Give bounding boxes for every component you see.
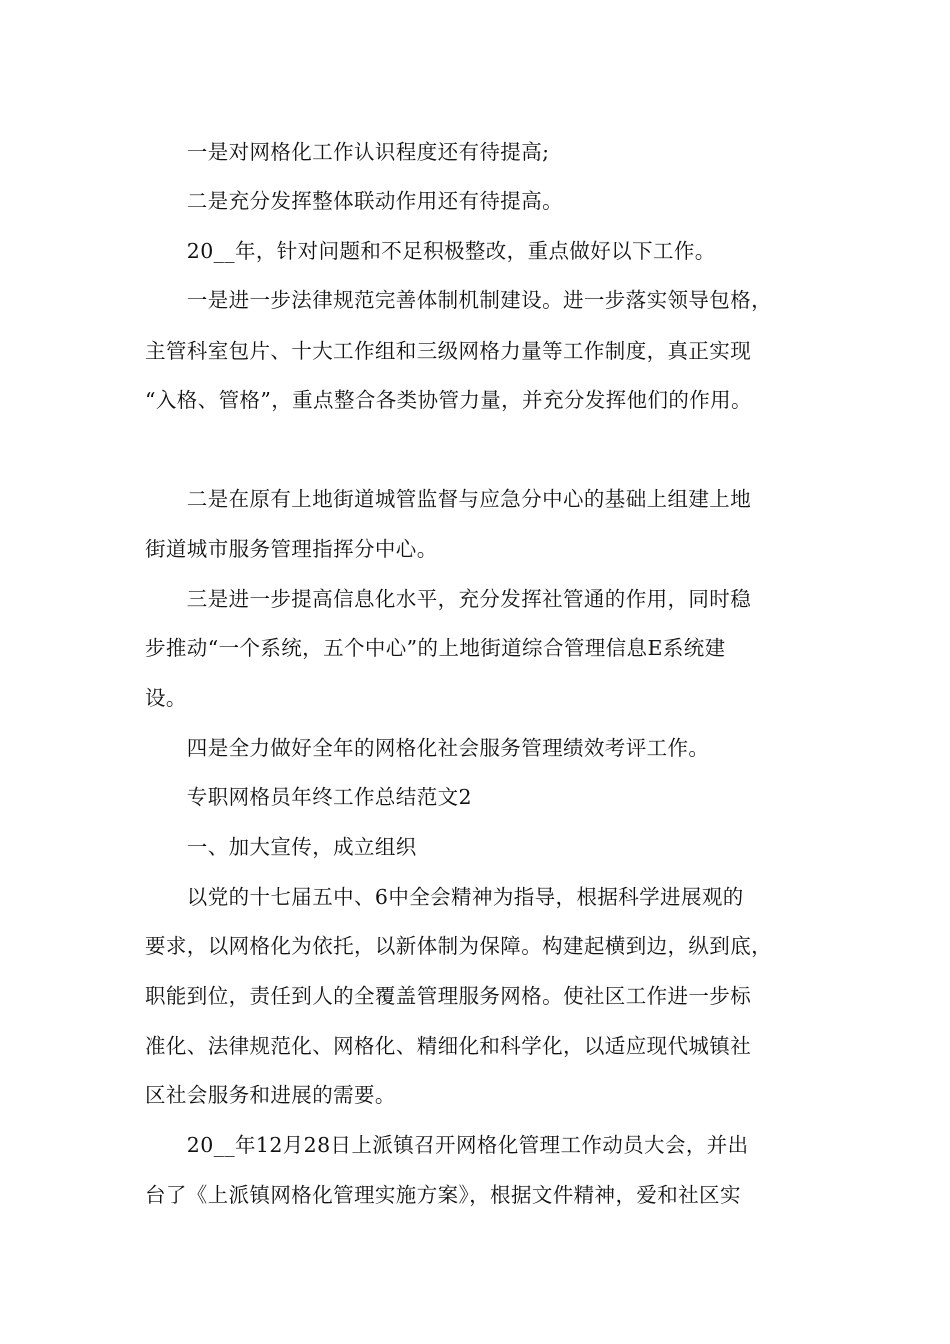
- text-line: “入格、管格”，重点整合各类协管力量，并充分发挥他们的作用。: [145, 388, 752, 412]
- text-line: 台了《上派镇网格化管理实施方案》，根据文件精神，爱和社区实: [145, 1183, 741, 1207]
- text-line: 准化、法律规范化、网格化、精细化和科学化，以适应现代城镇社: [145, 1034, 752, 1058]
- text-line: 一是对网格化工作认识程度还有待提高;: [145, 140, 550, 164]
- text-line: 二是充分发挥整体联动作用还有待提高。: [145, 189, 563, 213]
- text-line: 要求，以网格化为依托，以新体制为保障。构建起横到边，纵到底，: [145, 934, 772, 958]
- text-line: 四是全力做好全年的网格化社会服务管理绩效考评工作。: [145, 736, 710, 760]
- text-line: 设。: [145, 686, 187, 710]
- text-line: 街道城市服务管理指挥分中心。: [145, 537, 438, 561]
- text-line: 以党的十七届五中、6中全会精神为指导，根据科学进展观的: [145, 885, 744, 909]
- subsection-heading: 一、加大宣传，成立组织: [145, 835, 417, 859]
- text-line: 三是进一步提高信息化水平，充分发挥社管通的作用，同时稳: [145, 587, 752, 611]
- text-line: 20__年，针对问题和不足积极整改，重点做好以下工作。: [145, 239, 716, 263]
- text-line: 区社会服务和进展的需要。: [145, 1083, 396, 1107]
- text-line: 一是进一步法律规范完善体制机制建设。进一步落实领导包格，: [145, 288, 772, 312]
- text-line: 步推动“一个系统，五个中心”的上地街道综合管理信息E系统建: [145, 636, 726, 660]
- text-line: 二是在原有上地街道城管监督与应急分中心的基础上组建上地: [145, 487, 752, 511]
- text-line: 职能到位，责任到人的全覆盖管理服务网格。使社区工作进一步标: [145, 984, 752, 1008]
- text-line: 20__年12月28日上派镇召开网格化管理工作动员大会，并出: [145, 1133, 749, 1157]
- section-title: 专职网格员年终工作总结范文2: [145, 785, 472, 809]
- text-line: 主管科室包片、十大工作组和三级网格力量等工作制度，真正实现: [145, 339, 752, 363]
